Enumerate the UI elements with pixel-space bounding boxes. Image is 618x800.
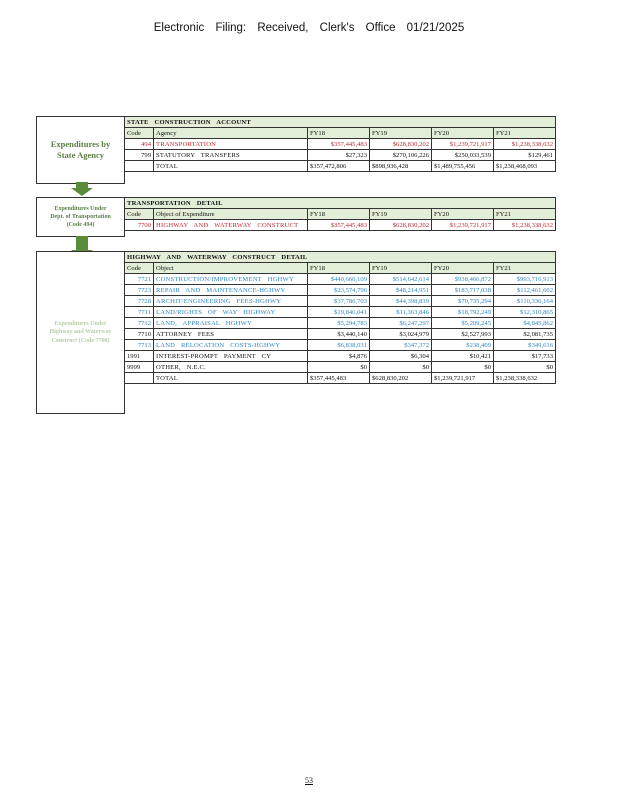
row-name: INTEREST-PROMPT PAYMENT CY	[154, 351, 308, 362]
col-header-fy: FY18	[308, 209, 370, 220]
table-title: STATE CONSTRUCTION ACCOUNT	[125, 117, 556, 128]
table-row	[125, 220, 556, 231]
row-value: $1,239,721,917	[432, 139, 494, 150]
table-header-row	[125, 128, 556, 139]
row-code: 7712	[125, 318, 154, 329]
col-header-fy: FY21	[494, 128, 556, 139]
row-value: $4,876	[308, 351, 370, 362]
table-row	[125, 150, 556, 161]
col-header-code: Code	[125, 209, 154, 220]
side-label-line: (Code 494)	[66, 222, 95, 229]
row-code: 7713	[125, 340, 154, 351]
row-value: $628,830,202	[370, 373, 432, 384]
col-header-code: Code	[125, 128, 154, 139]
row-code: 9999	[125, 362, 154, 373]
row-value: $1,239,721,917	[432, 220, 494, 231]
row-name: HIGHWAY AND WATERWAY CONSTRUCT	[154, 220, 308, 231]
row-name: LAND RELOCATION COSTS-HGHWY	[154, 340, 308, 351]
row-value: $357,472,806	[308, 161, 370, 172]
table-row	[125, 285, 556, 296]
row-value: $0	[370, 362, 432, 373]
side-label-line: Expenditures by	[50, 138, 111, 149]
table-row	[125, 351, 556, 362]
row-name: OTHER, N.E.C.	[154, 362, 308, 373]
row-value: $238,409	[432, 340, 494, 351]
row-value: $1,238,338,632	[494, 373, 556, 384]
row-value: $1,239,721,917	[432, 373, 494, 384]
side-label-line: Construct (Code 7700)	[51, 337, 110, 344]
row-name: LAND/RIGHTS OF WAY HIGHWAY	[154, 307, 308, 318]
row-name: ARCHIT/ENGINEERING FEES-HGHWY	[154, 296, 308, 307]
col-header-fy: FY18	[308, 128, 370, 139]
row-value: $3,024,979	[370, 329, 432, 340]
side-label-highway-waterway	[36, 251, 125, 414]
row-value: $5,209,245	[432, 318, 494, 329]
row-value: $0	[308, 362, 370, 373]
row-code: 799	[125, 150, 154, 161]
row-code	[125, 373, 154, 384]
row-value: $357,445,483	[308, 139, 370, 150]
row-name: STATUTORY TRANSFERS	[154, 150, 308, 161]
highway-waterway-detail-table	[124, 251, 556, 384]
transportation-detail-table	[124, 197, 556, 231]
row-value: $250,033,539	[432, 150, 494, 161]
row-value: $628,830,202	[370, 139, 432, 150]
row-code: 7711	[125, 307, 154, 318]
page-number: 53	[305, 776, 313, 785]
row-value: $6,304	[370, 351, 432, 362]
col-header-fy: FY20	[432, 209, 494, 220]
row-name: LAND, APPRAISAL HGHWY	[154, 318, 308, 329]
row-value: $37,786,703	[308, 296, 370, 307]
row-value: $270,106,226	[370, 150, 432, 161]
row-value: $11,363,846	[370, 307, 432, 318]
row-value: $349,616	[494, 340, 556, 351]
table-row	[125, 307, 556, 318]
row-code: 494	[125, 139, 154, 150]
row-value: $110,336,164	[494, 296, 556, 307]
row-name: TOTAL	[154, 373, 308, 384]
col-header-fy: FY21	[494, 209, 556, 220]
col-header-code: Code	[125, 263, 154, 274]
row-value: $19,846,041	[308, 307, 370, 318]
row-value: $6,247,297	[370, 318, 432, 329]
row-code: 7710	[125, 329, 154, 340]
row-value: $48,214,951	[370, 285, 432, 296]
row-value: $2,527,993	[432, 329, 494, 340]
state-construction-table	[124, 116, 556, 172]
table-row	[125, 318, 556, 329]
table-row	[125, 139, 556, 150]
col-header-fy: FY18	[308, 263, 370, 274]
table-row	[125, 362, 556, 373]
table-header-row	[125, 209, 556, 220]
row-value: $1,238,338,632	[494, 220, 556, 231]
row-code: 7728	[125, 296, 154, 307]
row-value: $129,461	[494, 150, 556, 161]
table-row	[125, 274, 556, 285]
table-header-row	[125, 263, 556, 274]
row-value: $1,489,755,456	[432, 161, 494, 172]
row-name: CONSTRUCTION/IMPROVEMENT HGHWY	[154, 274, 308, 285]
row-value: $357,445,483	[308, 220, 370, 231]
row-name: TRANSPORTATION	[154, 139, 308, 150]
table-title: HIGHWAY AND WATERWAY CONSTRUCT DETAIL	[125, 252, 556, 263]
row-value: $357,445,483	[308, 373, 370, 384]
side-label-expenditures-by-agency	[36, 116, 125, 184]
side-label-line: Expenditures Under	[54, 321, 107, 328]
row-value: $70,735,294	[432, 296, 494, 307]
side-label-line: Dept. of Transportation	[50, 213, 111, 220]
down-arrow-icon	[71, 182, 93, 196]
col-header-fy: FY19	[370, 128, 432, 139]
col-header-fy: FY20	[432, 128, 494, 139]
col-header-fy: FY20	[432, 263, 494, 274]
side-label-line: Expenditures Under	[54, 205, 107, 212]
col-header-fy: FY21	[494, 263, 556, 274]
table-row	[125, 329, 556, 340]
row-name: ATTORNEY FEES	[154, 329, 308, 340]
row-value: $898,936,428	[370, 161, 432, 172]
row-value: $6,838,031	[308, 340, 370, 351]
row-code: 7700	[125, 220, 154, 231]
row-value: $3,440,140	[308, 329, 370, 340]
table-total-row	[125, 161, 556, 172]
row-value: $17,733	[494, 351, 556, 362]
row-value: $23,574,796	[308, 285, 370, 296]
row-value: $10,421	[432, 351, 494, 362]
col-header-fy: FY19	[370, 209, 432, 220]
row-value: $1,238,338,632	[494, 139, 556, 150]
side-label-dept-transportation	[36, 197, 125, 237]
row-value: $0	[432, 362, 494, 373]
row-value: $183,717,038	[432, 285, 494, 296]
table-total-row	[125, 373, 556, 384]
row-code: 7721	[125, 274, 154, 285]
row-code	[125, 161, 154, 172]
row-value: $2,081,735	[494, 329, 556, 340]
col-header-fy: FY19	[370, 263, 432, 274]
row-name: TOTAL	[154, 161, 308, 172]
table-title: TRANSPORTATION DETAIL	[125, 198, 556, 209]
row-code: 7723	[125, 285, 154, 296]
filing-header: Electronic Filing: Received, Clerk's Office 01/21/2025	[153, 22, 465, 34]
row-value: $0	[494, 362, 556, 373]
row-value: $112,461,602	[494, 285, 556, 296]
col-header-agency: Agency	[154, 128, 308, 139]
row-value: $514,642,614	[370, 274, 432, 285]
row-name: REPAIR AND MAINTENANCE-HGHWY	[154, 285, 308, 296]
row-value: $1,238,468,093	[494, 161, 556, 172]
row-value: $347,372	[370, 340, 432, 351]
row-value: $993,716,913	[494, 274, 556, 285]
row-value: $4,845,862	[494, 318, 556, 329]
table-row	[125, 340, 556, 351]
side-label-line: State Agency	[57, 150, 104, 160]
row-value: $628,830,202	[370, 220, 432, 231]
col-header-object: Object	[154, 263, 308, 274]
row-value: $5,294,783	[308, 318, 370, 329]
row-value: $27,323	[308, 150, 370, 161]
row-value: $12,310,865	[494, 307, 556, 318]
table-row	[125, 296, 556, 307]
row-value: $938,466,872	[432, 274, 494, 285]
row-code: 1991	[125, 351, 154, 362]
row-value: $18,792,249	[432, 307, 494, 318]
col-header-object: Object of Expenditure	[154, 209, 308, 220]
side-label-line: Highway and Waterway	[49, 329, 112, 336]
row-value: $44,398,839	[370, 296, 432, 307]
row-value: $440,660,109	[308, 274, 370, 285]
